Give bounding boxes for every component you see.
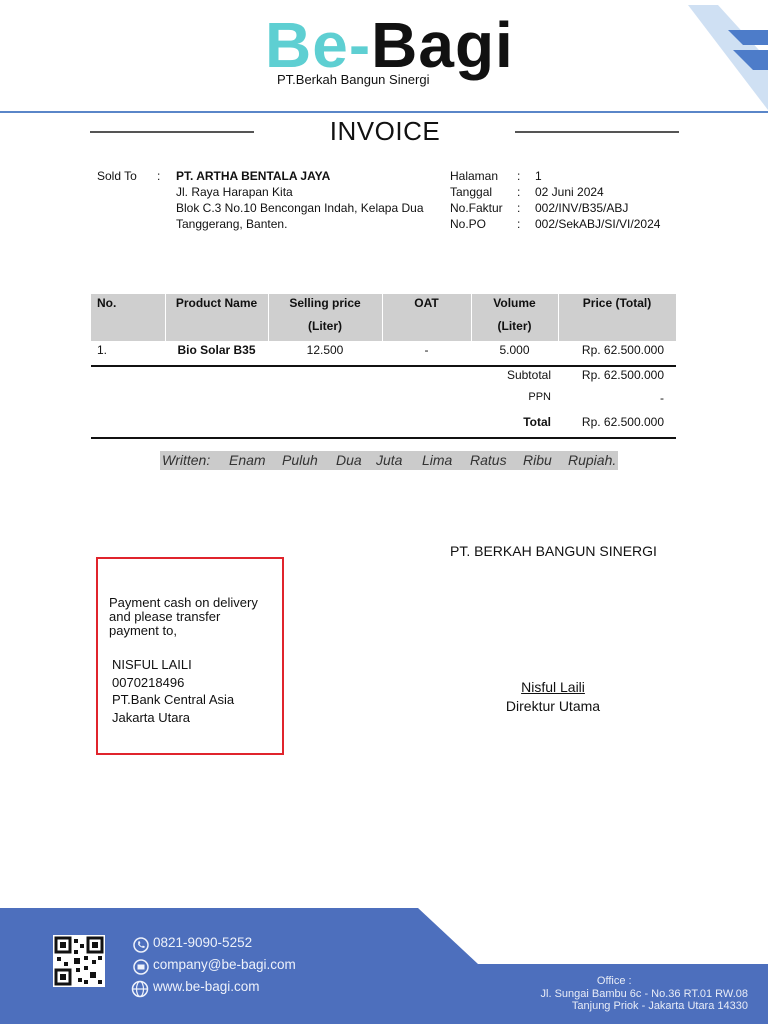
header-no: No.: [97, 296, 117, 310]
row-product: Bio Solar B35: [177, 343, 256, 357]
written-word: Written:: [162, 452, 211, 468]
logo-bagi: Bagi: [371, 9, 514, 81]
sold-to-company: PT. ARTHA BENTALA JAYA: [176, 169, 331, 183]
bank-details: [112, 656, 234, 726]
bank-city: Jakarta Utara: [112, 709, 191, 725]
header-price-total: Price (Total): [582, 296, 652, 310]
payment-note-line: and please transfer: [109, 609, 221, 624]
written-word: Puluh: [282, 452, 318, 468]
header-volume-unit: (Liter): [497, 319, 532, 333]
globe-icon: [131, 980, 149, 998]
phone-icon: [133, 937, 149, 953]
qr-code[interactable]: [53, 935, 105, 987]
written-word: Lima: [422, 452, 453, 468]
title-rule-left: [90, 131, 254, 133]
totals-rule: [91, 437, 676, 439]
corner-decoration: [688, 0, 768, 110]
meta-colon: :: [517, 217, 521, 231]
account-name: NISFUL LAILI: [112, 657, 192, 672]
meta-value-po: 002/SekABJ/SI/VI/2024: [535, 217, 661, 231]
meta-colon: :: [517, 201, 521, 215]
signature-block: [470, 678, 636, 716]
logo-subtitle: PT.Berkah Bangun Sinergi: [277, 72, 430, 87]
meta-label-date: Tanggal: [450, 185, 493, 199]
written-amount: [160, 451, 618, 470]
total-label: Total: [523, 415, 551, 429]
office-line-2: Tanjung Priok - Jakarta Utara 14330: [571, 1000, 748, 1012]
row-price-total: Rp. 62.500.000: [581, 343, 664, 357]
header-selling-unit: (Liter): [308, 319, 342, 333]
sold-to-colon: :: [157, 169, 161, 183]
written-word: Juta: [376, 452, 403, 468]
row-selling-price: 12.500: [306, 343, 344, 357]
subtotal-label: Subtotal: [506, 368, 551, 382]
invoice-title: INVOICE: [329, 116, 441, 146]
sold-to-address-1: Jl. Raya Harapan Kita: [176, 185, 293, 199]
office-address: [541, 975, 748, 1013]
contact-email[interactable]: company@be-bagi.com: [153, 957, 296, 972]
sold-to-address-3: Tanggerang, Banten.: [176, 217, 288, 231]
brand-logo: [265, 10, 525, 90]
office-line-1: Jl. Sungai Bambu 6c - No.36 RT.01 RW.08: [540, 987, 748, 1000]
written-word: Rupiah.: [568, 452, 617, 468]
ppn-value: -: [660, 391, 664, 405]
payment-note: [109, 596, 279, 638]
total-value: Rp. 62.500.000: [581, 415, 664, 429]
meta-value-date: 02 Juni 2024: [535, 185, 604, 199]
logo-wordmark: [265, 10, 514, 80]
logo-dash: -: [348, 9, 372, 81]
meta-colon: :: [517, 169, 521, 183]
meta-value-page: 1: [535, 169, 542, 183]
meta-label-page: Halaman: [450, 169, 499, 183]
written-word: Dua: [336, 452, 362, 468]
header-volume: Volume: [493, 296, 536, 310]
header-selling-price: Selling price: [289, 296, 361, 310]
ppn-label: PPN: [528, 391, 551, 403]
header-divider: [0, 111, 768, 113]
table-rule: [91, 365, 676, 367]
contact-website[interactable]: www.be-bagi.com: [153, 979, 260, 994]
header-product: Product Name: [175, 296, 258, 310]
signer-role: Direktur Utama: [505, 698, 601, 714]
written-word: Enam: [229, 452, 266, 468]
qr-code-icon: [53, 935, 105, 987]
subtotal-value: Rp. 62.500.000: [581, 368, 664, 382]
signer-name: Nisful Laili: [521, 679, 585, 695]
email-icon: [133, 959, 149, 975]
row-oat: -: [424, 343, 429, 357]
signature-company: PT. BERKAH BANGUN SINERGI: [450, 543, 657, 559]
row-volume: 5.000: [499, 343, 530, 357]
contact-phone[interactable]: 0821-9090-5252: [153, 935, 253, 950]
payment-note-line: payment to,: [109, 623, 177, 638]
payment-instructions-box: [96, 557, 284, 755]
written-word: Ratus: [470, 452, 507, 468]
meta-label-po: No.PO: [450, 217, 487, 231]
title-rule-right: [515, 131, 679, 133]
row-no: 1.: [97, 343, 108, 357]
sold-to-label: Sold To: [97, 169, 137, 183]
sold-to-address-2: Blok C.3 No.10 Bencongan Indah, Kelapa Dua: [176, 201, 424, 215]
account-number: 0070218496: [112, 674, 185, 690]
meta-colon: :: [517, 185, 521, 199]
written-word: Ribu: [523, 452, 552, 468]
office-label: Office :: [596, 975, 632, 987]
logo-be: Be: [265, 9, 349, 81]
bank-name: PT.Bank Central Asia: [112, 692, 235, 707]
header-oat: OAT: [414, 296, 439, 310]
meta-label-invoice-no: No.Faktur: [450, 201, 503, 215]
meta-value-invoice-no: 002/INV/B35/ABJ: [535, 201, 629, 215]
payment-note-line: Payment cash on delivery: [109, 595, 258, 610]
